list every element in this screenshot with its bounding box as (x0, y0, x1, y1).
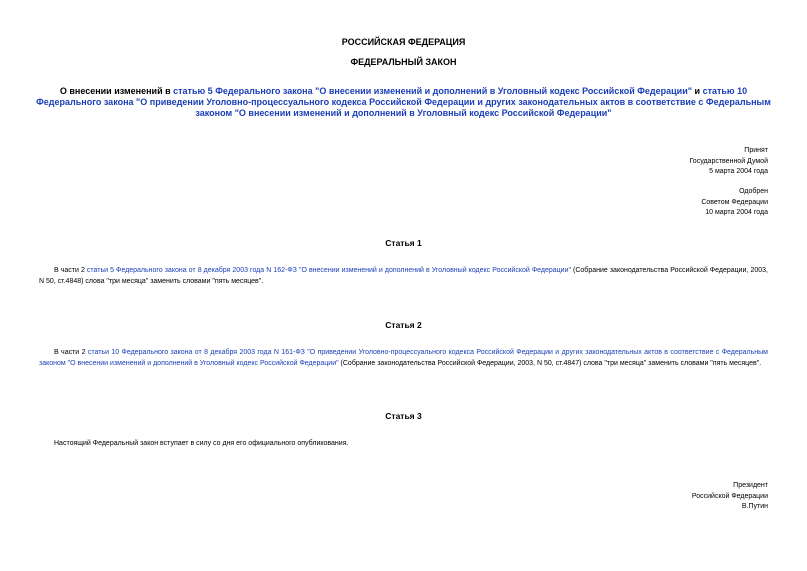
adopted-body: Государственной Думой (689, 157, 768, 165)
article-2-link[interactable]: статьи 10 Федерального закона от 8 декабря 2003 года N 161-ФЗ "О приведении Уголовно-процессуального кодекса Российской Федерации и других законодательных актов в соответствие с Федеральным законом "О внесении изменений и дополнений в Уголовный кодекс Российской Федерации" (39, 349, 768, 367)
signature-block (692, 481, 768, 513)
country-heading: РОССИЙСКАЯ ФЕДЕРАЦИЯ (341, 37, 466, 47)
approved-body: Советом Федерации (701, 198, 768, 206)
approved-block (701, 187, 768, 219)
document-type-heading: ФЕДЕРАЛЬНЫЙ ЗАКОН (350, 57, 457, 67)
signature-name: В.Путин (741, 503, 768, 510)
title-link-article-5[interactable]: статью 5 Федерального закона "О внесении изменений и дополнений в Уголовный кодекс Российской Федерации" (173, 86, 693, 96)
adopted-block (689, 146, 768, 178)
signature-country: Российской Федерации (691, 492, 768, 500)
signature-title: Президент (733, 482, 768, 489)
title-text: и (692, 86, 703, 96)
article-2-heading: Статья 2 (385, 320, 422, 330)
approved-label: Одобрен (739, 188, 768, 195)
article-3-text: Настоящий Федеральный закон вступает в силу со дня его официального опубликования. (54, 440, 349, 447)
article-1-heading: Статья 1 (385, 238, 422, 248)
title-link-article-10[interactable]: статью 10 Федерального закона "О приведении Уголовно-процессуального кодекса Российской Федерации и других законодательных актов в соответствие с Федеральным законом "О внесении изменений и дополнений в Уголовный кодекс Российской Федерации" (36, 86, 771, 118)
article-3-heading: Статья 3 (385, 411, 422, 421)
law-title (30, 86, 777, 119)
article-1-text: В части 2 статьи 5 Федерального закона от 8 декабря 2003 года N 162-ФЗ "О внесении изменений и дополнений в Уголовный кодекс Российской Федерации" (Собрание законодательства Российской Федерации, 2003, N 50, ст.4848) слова "три месяца" заменить словами "пять месяцев". (39, 267, 768, 285)
approved-date: 10 марта 2004 года (705, 209, 768, 216)
adopted-date: 5 марта 2004 года (709, 168, 768, 175)
article-2-text: В части 2 статьи 10 Федерального закона от 8 декабря 2003 года N 161-ФЗ "О приведении Уголовно-процессуального кодекса Российской Федерации и других законодательных актов в соответствие с Федеральным законом "О внесении изменений и дополнений в Уголовный кодекс Российской Федерации" (Собрание законодательства Российской Федерации, 2003, N 50, ст.4847) слова "три месяца" заменить словами "пять месяцев". (39, 349, 768, 367)
title-text: О внесении изменений в (59, 86, 174, 96)
article-1-link[interactable]: статьи 5 Федерального закона от 8 декабря 2003 года N 162-ФЗ "О внесении изменений и дополнений в Уголовный кодекс Российской Федерации" (86, 267, 571, 274)
adopted-label: Принят (744, 147, 768, 154)
